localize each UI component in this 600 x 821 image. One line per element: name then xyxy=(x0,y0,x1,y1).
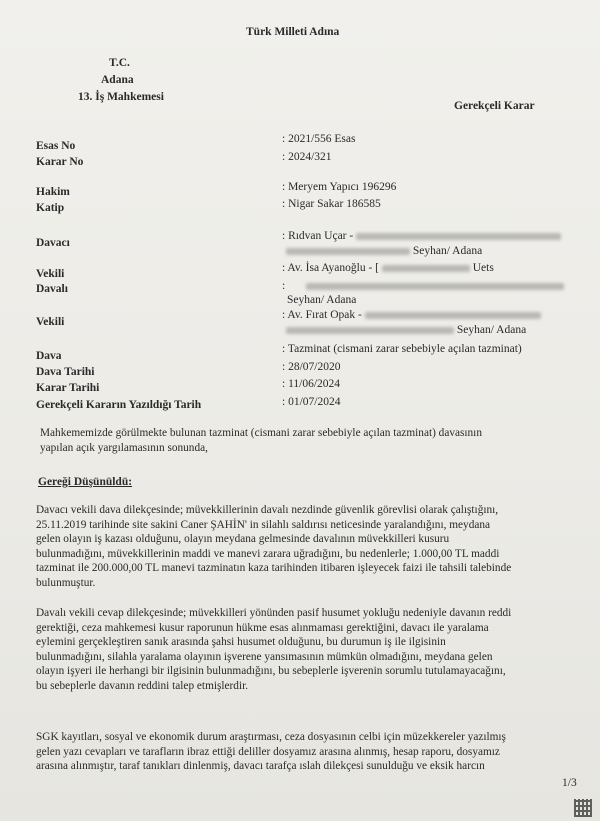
text-line: gelen olayın iş kazası olduğunu, olayın meydana gelmesinde davalının müvekkilleri kusuru xyxy=(36,533,450,546)
katip-label: Katip xyxy=(36,202,65,214)
redacted-address xyxy=(286,327,454,334)
vekili1-tail: Uets xyxy=(472,262,494,274)
text-line: Mahkememizde görülmekte bulunan tazminat (cismani zarar sebebiyle açılan tazminat) davasının xyxy=(40,427,482,439)
plaintiff-paragraph xyxy=(36,503,566,591)
davaci-value xyxy=(282,230,561,242)
vekili1-name: : Av. İsa Ayanoğlu - [ xyxy=(282,262,379,274)
text-line: Davalı vekili cevap dilekçesinde; müvekkilleri yönünden pasif husumet yokluğu nedeniyle davanın reddi xyxy=(36,607,512,619)
vekili2-address: Seyhan/ Adana xyxy=(456,324,527,336)
vekili2-address-line xyxy=(286,324,526,336)
davaci-address-line xyxy=(286,245,482,257)
court-name: 13. İş Mahkemesi xyxy=(78,91,164,103)
karar-label: Karar No xyxy=(36,156,84,168)
davali-value xyxy=(282,280,564,292)
karar-tarihi-label: Karar Tarihi xyxy=(36,382,100,394)
text-line: tazminat ile 200.000,00 TL manevi tazminatın kaza tarihinden itibaren işleyecek faizi ile tahsili talebinde xyxy=(36,562,512,575)
section-title: Gereği Düşünüldü: xyxy=(38,476,133,488)
esas-value: : 2021/556 Esas xyxy=(282,133,356,145)
text-line: olayın işyeri ile herhangi bir ilgisinin bulunmadığını, bu sebeplerle işverenin sorumlu tutulamayacağını, xyxy=(36,665,506,678)
intro-paragraph xyxy=(40,426,570,455)
text-line: arasına alınmıştır, taraf tanıkları dinlenmiş, davacı tarafça ıslah dilekçesi sunulduğu ve eksik harcın xyxy=(36,760,485,773)
davali-address: Seyhan/ Adana xyxy=(287,294,357,306)
redacted-address xyxy=(286,248,410,255)
text-line: bulunmadığını, silahla yaralama olayının işverene yansımasının mümkün olmadığını, meydana gelen xyxy=(36,650,493,663)
karar-tarihi-value: : 11/06/2024 xyxy=(282,378,341,390)
davaci-name: : Rıdvan Uçar - xyxy=(282,230,354,242)
document-type: Gerekçeli Karar xyxy=(454,100,535,112)
evidence-paragraph xyxy=(36,730,566,774)
country-label: T.C. xyxy=(109,57,130,69)
dava-tarihi-label: Dava Tarihi xyxy=(36,366,95,378)
davaci-address: Seyhan/ Adana xyxy=(412,245,483,257)
defendant-paragraph xyxy=(36,606,566,694)
redacted-name xyxy=(306,283,564,290)
dava-label: Dava xyxy=(36,350,62,362)
davali-label: Davalı xyxy=(36,283,68,295)
hakim-value: : Meryem Yapıcı 196296 xyxy=(282,181,397,193)
text-line: gelen yazı cevapları ve tarafların ibraz ettiği deliller dosyamız arasına alınmış, hesap raporu, dosyamız xyxy=(36,745,500,758)
vekili1-label: Vekili xyxy=(36,268,65,280)
qr-code-icon xyxy=(574,799,592,817)
karar-value: : 2024/321 xyxy=(282,151,332,163)
text-line: 25.11.2019 tarihinde site sakini Caner ŞAHİN' in silahlı saldırısı neticesinde yaralandığını, meydana xyxy=(36,518,491,531)
text-line: Davacı vekili dava dilekçesinde; müvekkillerinin davalı nezdinde güvenlik görevlisi olarak çalıştığını, xyxy=(36,504,499,516)
text-line: bulunmuştur. xyxy=(36,576,96,589)
davaci-label: Davacı xyxy=(36,237,70,249)
text-line: bulunmadığını, müvekkillerinin maddi ve manevi zarara uğradığını, bu nedenlerle; 1.000,00 TL maddi xyxy=(36,547,500,560)
redacted-address xyxy=(356,233,561,240)
hakim-label: Hakim xyxy=(36,186,70,198)
katip-value: : Nigar Sakar 186585 xyxy=(282,198,381,210)
vekili2-label: Vekili xyxy=(36,316,65,328)
text-line: gerektiği, ceza mahkemesi kusur raporunun hükme esas alınmaması gerektiğini, davacı ile yaralama xyxy=(36,621,489,634)
text-line: eylemini gerçekleştiren sanık arasında şahsi husumet olduğunu, bu durumun iş ile ilgisinin xyxy=(36,636,446,649)
redacted-contact xyxy=(382,265,470,272)
esas-label: Esas No xyxy=(36,140,76,152)
text-line: SGK kayıtları, sosyal ve ekonomik durum araştırması, ceza dosyasının celbi için müzekkereler yazılmış xyxy=(36,731,506,743)
text-line: bu sebeplerle davanın reddini talep etmişlerdir. xyxy=(36,679,249,692)
page-number: 1/3 xyxy=(562,777,577,789)
gerekceli-value: : 01/07/2024 xyxy=(282,396,341,408)
vekili1-value xyxy=(282,262,494,274)
gerekceli-label: Gerekçeli Kararın Yazıldığı Tarih xyxy=(36,399,202,411)
vekili2-value xyxy=(282,309,541,321)
davali-colon: : xyxy=(282,280,286,292)
vekili2-name: : Av. Fırat Opak - xyxy=(282,309,362,321)
document-heading: Türk Milleti Adına xyxy=(246,26,340,38)
redacted-address xyxy=(365,312,541,319)
dava-value: : Tazminat (cismani zarar sebebiyle açılan tazminat) xyxy=(282,343,522,355)
text-line: yapılan açık yargılamasının sonunda, xyxy=(40,441,208,454)
dava-tarihi-value: : 28/07/2020 xyxy=(282,361,341,373)
city-label: Adana xyxy=(101,74,134,86)
